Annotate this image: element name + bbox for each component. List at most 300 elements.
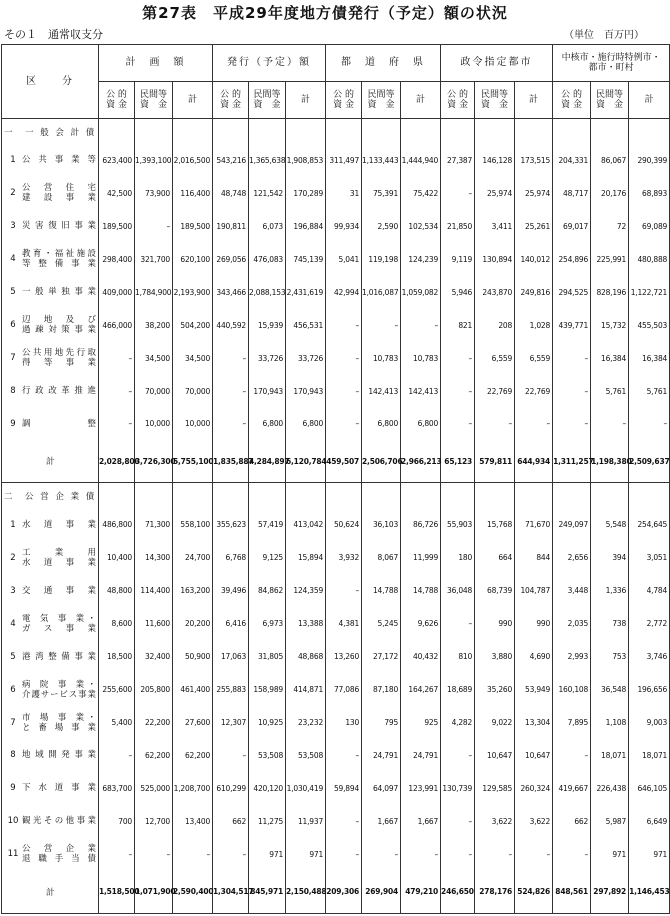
total-value-cell: 5,755,100 (173, 440, 213, 483)
value-cell: 971 (629, 838, 670, 871)
value-cell: 2,656 (553, 541, 591, 574)
table-row (2, 805, 670, 838)
group-header-plan: 計 画 額 (99, 45, 213, 82)
value-cell: 700 (99, 805, 135, 838)
row-name: 交 通 事 業 (22, 585, 96, 596)
total-value-cell: 848,561 (553, 871, 591, 914)
value-cell: 84,862 (249, 574, 286, 607)
value-cell: 2,193,900 (173, 276, 213, 309)
row-number: 6 (10, 320, 16, 331)
value-cell: 173,515 (515, 144, 553, 177)
value-cell: 4,690 (515, 640, 553, 673)
table-row (2, 838, 670, 871)
value-cell: 50,624 (326, 508, 362, 541)
value-cell: 413,042 (286, 508, 326, 541)
value-cell: – (326, 309, 362, 342)
value-cell: 164,267 (401, 673, 441, 706)
row-number: 5 (10, 651, 16, 662)
row-name: 公 営 企 業 退 職 手 当 債 (22, 844, 96, 865)
total-row (2, 440, 670, 483)
row-number: 4 (10, 618, 16, 629)
value-cell: 6,416 (213, 607, 249, 640)
value-cell: 409,000 (99, 276, 135, 309)
sub-header-public-funds: 公 的 資 金 (326, 82, 362, 119)
value-cell: 10,400 (99, 541, 135, 574)
value-cell: – (326, 574, 362, 607)
value-cell: 249,097 (553, 508, 591, 541)
value-cell: – (135, 838, 173, 871)
total-value-cell: 2,966,213 (401, 440, 441, 483)
value-cell: 102,534 (401, 210, 441, 243)
table-row (2, 508, 670, 541)
total-value-cell: 297,892 (591, 871, 629, 914)
value-cell: 13,388 (286, 607, 326, 640)
row-number: 1 (10, 519, 16, 530)
total-value-cell: 2,506,706 (362, 440, 401, 483)
value-cell: 480,888 (629, 243, 670, 276)
sub-header-private-funds: 民間等 資 金 (135, 82, 173, 119)
row-name: 災害復旧事業 (22, 221, 96, 232)
row-number: 3 (10, 585, 16, 596)
value-cell: 35,260 (475, 673, 515, 706)
value-cell: 9,119 (441, 243, 475, 276)
value-cell: 17,063 (213, 640, 249, 673)
value-cell: 36,548 (591, 673, 629, 706)
total-value-cell: 845,971 (249, 871, 286, 914)
row-name: 観光その他事業 (22, 816, 96, 827)
total-label: 計 (46, 887, 55, 898)
value-cell: 77,086 (326, 673, 362, 706)
total-value-cell: 2,150,488 (286, 871, 326, 914)
value-cell: 419,667 (553, 772, 591, 805)
total-value-cell: 459,507 (326, 440, 362, 483)
row-number: 2 (10, 188, 16, 199)
value-cell: 971 (286, 838, 326, 871)
value-cell: – (213, 838, 249, 871)
row-label (2, 673, 99, 706)
value-cell: 142,413 (362, 375, 401, 408)
value-cell: 73,900 (135, 177, 173, 210)
value-cell: – (99, 408, 135, 441)
value-cell: 738 (591, 607, 629, 640)
total-value-cell: 524,826 (515, 871, 553, 914)
value-cell: 745,139 (286, 243, 326, 276)
value-cell: 16,384 (629, 342, 670, 375)
value-cell: 86,067 (591, 144, 629, 177)
value-cell: – (441, 177, 475, 210)
value-cell: 610,299 (213, 772, 249, 805)
value-cell: 130,739 (441, 772, 475, 805)
sub-header-public-funds: 公 的 資 金 (213, 82, 249, 119)
value-cell: 62,200 (135, 739, 173, 772)
value-cell: 11,275 (249, 805, 286, 838)
value-cell: 10,000 (135, 408, 173, 441)
value-cell: 170,943 (249, 375, 286, 408)
table-row (2, 276, 670, 309)
value-cell: 414,871 (286, 673, 326, 706)
value-cell: 5,946 (441, 276, 475, 309)
value-cell: 753 (591, 640, 629, 673)
value-cell: – (553, 342, 591, 375)
value-cell: 142,413 (401, 375, 441, 408)
value-cell: 55,903 (441, 508, 475, 541)
total-value-cell: 1,518,500 (99, 871, 135, 914)
value-cell: 2,590 (362, 210, 401, 243)
value-cell: 10,783 (362, 342, 401, 375)
value-cell: 27,387 (441, 144, 475, 177)
value-cell: – (553, 739, 591, 772)
table-row (2, 144, 670, 177)
value-cell: 664 (475, 541, 515, 574)
value-cell: 27,172 (362, 640, 401, 673)
row-label (2, 706, 99, 739)
value-cell: 196,884 (286, 210, 326, 243)
value-cell: 5,245 (362, 607, 401, 640)
value-cell: 72 (591, 210, 629, 243)
value-cell: 22,769 (515, 375, 553, 408)
value-cell: 3,622 (515, 805, 553, 838)
value-cell: 662 (553, 805, 591, 838)
value-cell: 662 (213, 805, 249, 838)
value-cell: 420,120 (249, 772, 286, 805)
value-cell: 20,200 (173, 607, 213, 640)
value-cell: 1,208,700 (173, 772, 213, 805)
row-name: 市 場 事 業・ と 畜 場 事 業 (22, 712, 96, 733)
total-value-cell: 1,071,900 (135, 871, 173, 914)
value-cell: – (553, 408, 591, 441)
value-cell: – (475, 408, 515, 441)
table-row (2, 309, 670, 342)
value-cell: 68,739 (475, 574, 515, 607)
value-cell: 311,497 (326, 144, 362, 177)
sub-header-private-funds: 民間等 資 金 (591, 82, 629, 119)
value-cell: 14,300 (135, 541, 173, 574)
value-cell: 255,600 (99, 673, 135, 706)
value-cell: 10,000 (173, 408, 213, 441)
value-cell: 53,508 (249, 739, 286, 772)
value-cell: 3,932 (326, 541, 362, 574)
value-cell: 290,399 (629, 144, 670, 177)
row-label (2, 342, 99, 375)
value-cell: 13,400 (173, 805, 213, 838)
table-row (2, 772, 670, 805)
value-cell: 11,999 (401, 541, 441, 574)
total-row (2, 871, 670, 914)
value-cell: 130 (326, 706, 362, 739)
row-label (2, 276, 99, 309)
value-cell: 620,100 (173, 243, 213, 276)
value-cell: 2,016,500 (173, 144, 213, 177)
total-value-cell: 2,028,800 (99, 440, 135, 483)
value-cell: 6,559 (515, 342, 553, 375)
value-cell: 971 (249, 838, 286, 871)
value-cell: 22,200 (135, 706, 173, 739)
value-cell: 5,761 (591, 375, 629, 408)
value-cell: 140,012 (515, 243, 553, 276)
value-cell: 48,868 (286, 640, 326, 673)
row-number: 9 (10, 418, 16, 429)
value-cell: 294,525 (553, 276, 591, 309)
value-cell: 298,400 (99, 243, 135, 276)
value-cell: 1,365,638 (249, 144, 286, 177)
value-cell: 53,508 (286, 739, 326, 772)
value-cell: 24,791 (362, 739, 401, 772)
table-subtitle: その１ 通常収支分 (4, 28, 103, 41)
value-cell: 189,500 (173, 210, 213, 243)
value-cell: 15,894 (286, 541, 326, 574)
total-value-cell: 479,210 (401, 871, 441, 914)
value-cell: 6,073 (249, 210, 286, 243)
value-cell: 925 (401, 706, 441, 739)
value-cell: 5,761 (629, 375, 670, 408)
value-cell: 3,448 (553, 574, 591, 607)
row-label (2, 177, 99, 210)
group-header-designated-cities: 政令指定都市 (441, 45, 553, 82)
row-label (2, 243, 99, 276)
section-label: 一 一 般 会 計 債 (4, 127, 97, 138)
value-cell: 486,800 (99, 508, 135, 541)
value-cell: 71,670 (515, 508, 553, 541)
category-header: 区 分 (2, 45, 99, 119)
row-label (2, 541, 99, 574)
value-cell: – (326, 375, 362, 408)
value-cell: 39,496 (213, 574, 249, 607)
value-cell: 6,800 (362, 408, 401, 441)
table-row (2, 706, 670, 739)
value-cell: 40,432 (401, 640, 441, 673)
value-cell: 6,800 (286, 408, 326, 441)
value-cell: 9,626 (401, 607, 441, 640)
value-cell: 5,041 (326, 243, 362, 276)
row-number: 7 (10, 717, 16, 728)
row-number: 2 (10, 552, 16, 563)
value-cell: 70,000 (135, 375, 173, 408)
value-cell: 466,000 (99, 309, 135, 342)
row-number: 6 (10, 684, 16, 695)
value-cell: – (441, 838, 475, 871)
value-cell: – (401, 838, 441, 871)
sub-header-total: 計 (515, 82, 553, 119)
value-cell: – (441, 739, 475, 772)
value-cell: 6,973 (249, 607, 286, 640)
row-name: 行政改革推進 (22, 386, 96, 397)
value-cell: 68,893 (629, 177, 670, 210)
table-row (2, 375, 670, 408)
value-cell: 1,444,940 (401, 144, 441, 177)
value-cell: 32,400 (135, 640, 173, 673)
value-cell: 57,419 (249, 508, 286, 541)
value-cell: 971 (591, 838, 629, 871)
sub-header-public-funds: 公 的 資 金 (441, 82, 475, 119)
row-name: 公 共 事 業 等 (22, 155, 96, 166)
row-number: 1 (10, 155, 16, 166)
value-cell: 204,331 (553, 144, 591, 177)
value-cell: 18,071 (591, 739, 629, 772)
value-cell: – (326, 838, 362, 871)
row-name: 病 院 事 業・ 介護サービス事業 (22, 679, 96, 700)
value-cell: 8,600 (99, 607, 135, 640)
value-cell: 476,083 (249, 243, 286, 276)
value-cell: 6,559 (475, 342, 515, 375)
value-cell: 71,300 (135, 508, 173, 541)
value-cell: 225,991 (591, 243, 629, 276)
row-name: 下 水 道 事 業 (22, 783, 96, 794)
row-name: 港湾整備事業 (22, 651, 96, 662)
row-name: 工 業 用 水 道 事 業 (22, 547, 96, 568)
value-cell: – (326, 805, 362, 838)
value-cell: 4,784 (629, 574, 670, 607)
value-cell: 196,656 (629, 673, 670, 706)
value-cell: 6,768 (213, 541, 249, 574)
row-label (2, 574, 99, 607)
value-cell: 1,133,443 (362, 144, 401, 177)
value-cell: 160,108 (553, 673, 591, 706)
table-row (2, 177, 670, 210)
value-cell: – (441, 607, 475, 640)
row-label (2, 805, 99, 838)
value-cell: 254,896 (553, 243, 591, 276)
value-cell: 42,994 (326, 276, 362, 309)
section-header-row (2, 483, 670, 509)
value-cell: 59,894 (326, 772, 362, 805)
row-number: 10 (7, 816, 19, 827)
value-cell: 9,022 (475, 706, 515, 739)
value-cell: 558,100 (173, 508, 213, 541)
value-cell: – (99, 739, 135, 772)
value-cell: – (326, 408, 362, 441)
value-cell: – (441, 342, 475, 375)
value-cell: 1,108 (591, 706, 629, 739)
value-cell: 1,059,082 (401, 276, 441, 309)
value-cell: 2,035 (553, 607, 591, 640)
section-label: 二 公 営 企 業 債 (4, 491, 97, 502)
table-row (2, 574, 670, 607)
value-cell: – (99, 342, 135, 375)
value-cell: 86,726 (401, 508, 441, 541)
value-cell: – (441, 805, 475, 838)
value-cell: 22,769 (475, 375, 515, 408)
total-value-cell: 269,904 (362, 871, 401, 914)
total-value-cell: 579,811 (475, 440, 515, 483)
value-cell: 646,105 (629, 772, 670, 805)
unit-label: （単位 百万円） (564, 30, 644, 41)
value-cell: 38,200 (135, 309, 173, 342)
value-cell: 9,003 (629, 706, 670, 739)
value-cell: 321,700 (135, 243, 173, 276)
value-cell: 18,071 (629, 739, 670, 772)
value-cell: 1,908,853 (286, 144, 326, 177)
value-cell: 15,768 (475, 508, 515, 541)
value-cell: – (362, 838, 401, 871)
table-body (2, 119, 670, 914)
value-cell: – (173, 838, 213, 871)
row-label (2, 144, 99, 177)
row-name: 水 道 事 業 (22, 519, 96, 530)
value-cell: 124,239 (401, 243, 441, 276)
total-value-cell: 1,146,453 (629, 871, 670, 914)
value-cell: 255,883 (213, 673, 249, 706)
value-cell: 504,200 (173, 309, 213, 342)
value-cell: 5,987 (591, 805, 629, 838)
sub-header-total: 計 (286, 82, 326, 119)
sub-header-private-funds: 民間等 資 金 (249, 82, 286, 119)
value-cell: 1,030,419 (286, 772, 326, 805)
row-name: 公 営 住 宅 建 設 事 業 (22, 183, 96, 204)
value-cell: 25,974 (515, 177, 553, 210)
row-label (2, 408, 99, 441)
value-cell: 62,200 (173, 739, 213, 772)
sub-header-total: 計 (401, 82, 441, 119)
value-cell: 13,304 (515, 706, 553, 739)
total-value-cell: 246,650 (441, 871, 475, 914)
value-cell: – (362, 309, 401, 342)
value-cell: 2,993 (553, 640, 591, 673)
row-number: 9 (10, 783, 16, 794)
row-label (2, 210, 99, 243)
value-cell: 53,949 (515, 673, 553, 706)
row-name: 辺 地 及 び 過疎対策事業 (22, 315, 96, 336)
row-label (2, 508, 99, 541)
value-cell: 70,000 (173, 375, 213, 408)
value-cell: – (213, 739, 249, 772)
value-cell: – (326, 739, 362, 772)
table-row (2, 408, 670, 441)
value-cell: – (326, 342, 362, 375)
row-name: 調 整 (22, 418, 96, 429)
value-cell: 8,067 (362, 541, 401, 574)
value-cell: 16,384 (591, 342, 629, 375)
table-row (2, 243, 670, 276)
value-cell: 440,592 (213, 309, 249, 342)
table-row (2, 210, 670, 243)
value-cell: 33,726 (286, 342, 326, 375)
sub-header-private-funds: 民間等 資 金 (475, 82, 515, 119)
value-cell: 269,056 (213, 243, 249, 276)
value-cell: 124,359 (286, 574, 326, 607)
value-cell: 33,726 (249, 342, 286, 375)
value-cell: – (441, 408, 475, 441)
total-value-cell: 278,176 (475, 871, 515, 914)
value-cell: 116,400 (173, 177, 213, 210)
value-cell: 114,400 (135, 574, 173, 607)
value-cell: – (629, 408, 670, 441)
value-cell: 828,196 (591, 276, 629, 309)
value-cell: 260,324 (515, 772, 553, 805)
value-cell: 189,500 (99, 210, 135, 243)
total-value-cell: 1,198,380 (591, 440, 629, 483)
group-header-issued: 発行（予定）額 (213, 45, 326, 82)
group-header-core-cities: 中核市・施行時特例市・ 都市・町村 (553, 45, 670, 82)
value-cell: 25,974 (475, 177, 515, 210)
sub-header-total: 計 (173, 82, 213, 119)
value-cell: – (99, 375, 135, 408)
row-number: 11 (7, 849, 19, 860)
value-cell: 1,336 (591, 574, 629, 607)
value-cell: – (475, 838, 515, 871)
table-header (2, 45, 670, 119)
value-cell: 104,787 (515, 574, 553, 607)
value-cell: 99,934 (326, 210, 362, 243)
value-cell: 2,088,153 (249, 276, 286, 309)
value-cell: 12,307 (213, 706, 249, 739)
value-cell: 5,548 (591, 508, 629, 541)
row-label (2, 739, 99, 772)
value-cell: 18,689 (441, 673, 475, 706)
value-cell: 87,180 (362, 673, 401, 706)
value-cell: 121,542 (249, 177, 286, 210)
value-cell: 10,783 (401, 342, 441, 375)
value-cell: 355,623 (213, 508, 249, 541)
